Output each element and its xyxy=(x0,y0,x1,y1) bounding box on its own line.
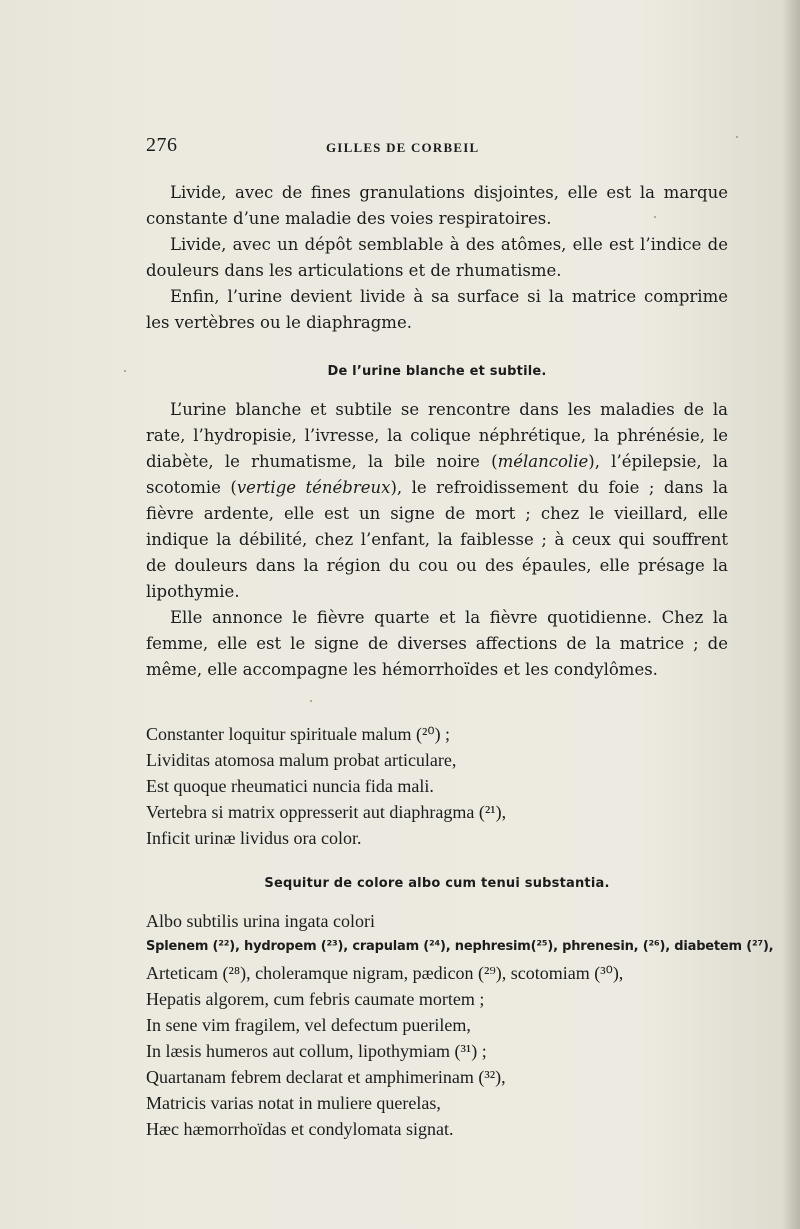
paragraph-livide-granulations: Livide, avec de fines granulations disjointes, elle est la marque constante d’une maladie des voies respiratoires. xyxy=(146,183,728,228)
verse-line: Vertebra si matrix oppresserit aut diaphragma (²¹), xyxy=(146,802,507,822)
verse-line: Arteticam (²⁸), choleramque nigram, pædicon (²⁹), scotomiam (³⁰), xyxy=(146,963,624,983)
verse-line-small-caps: Splenem (²²), hydropem (²³), crapulam (²⁴), nephresim(²⁵), phrenesin, (²⁶), diabetem (²⁷), xyxy=(146,939,774,954)
verse-line: Matricis varias notat in muliere querelas, xyxy=(146,1093,441,1113)
page-number: 276 xyxy=(146,134,178,156)
verse-line: In sene vim fragilem, vel defectum puerilem, xyxy=(146,1015,471,1035)
french-text-livide xyxy=(146,180,728,336)
paper-speck xyxy=(124,370,126,372)
latin-verse-albo xyxy=(146,908,774,1142)
text-fragment: ), l’épilepsie, la scotomie ( xyxy=(146,452,728,497)
page-edge-shadow xyxy=(782,0,800,1229)
verse-line: Quartanam febrem declarat et amphimerinam (³²), xyxy=(146,1067,506,1087)
page-header xyxy=(146,134,666,164)
paragraph-enfin-matrice: Enfin, l’urine devient livide à sa surface si la matrice comprime les vertèbres ou le diaphragme. xyxy=(146,287,728,332)
verse-line: Constanter loquitur spirituale malum (²⁰) ; xyxy=(146,724,451,744)
paper-speck xyxy=(736,136,738,138)
italic-melancolie: mélancolie xyxy=(497,452,589,471)
verse-line: In læsis humeros aut collum, lipothymiam (³¹) ; xyxy=(146,1041,487,1061)
verse-line: Hæc hæmorrhoïdas et condylomata signat. xyxy=(146,1119,454,1139)
paragraph-fievre-quarte: Elle annonce le fièvre quarte et la fièvre quotidienne. Chez la femme, elle est le signe de diverses affections de la matrice ; de même, elle accompagne les hémorrhoïdes et les condylômes. xyxy=(146,608,728,679)
text-fragment: ), le refroidissement du foie ; dans la fièvre ardente, elle est un signe de mort ; chez le vieillard, elle indique la débilité, chez l’enfant, la faiblesse ; à ceux qui souffrent de douleurs dans la région du cou ou des épaules, elle présage la lipothymie. xyxy=(146,478,728,601)
paragraph-livide-depot: Livide, avec un dépôt semblable à des atômes, elle est l’indice de douleurs dans les articulations et de rhumatisme. xyxy=(146,235,728,280)
paper-speck xyxy=(310,700,312,702)
verse-line: Albo subtilis urina ingata colori xyxy=(146,911,375,931)
verse-line: Est quoque rheumatici nuncia fida mali. xyxy=(146,776,434,796)
verse-line: Lividitas atomosa malum probat articulare, xyxy=(146,750,457,770)
text-fragment: L’urine blanche et subtile se rencontre dans les maladies de la rate, l’hydropisie, l’ivresse, la colique néphrétique, la phrénésie, le diabète, le rhumatisme, la bile noire ( xyxy=(146,400,728,471)
paper-speck xyxy=(654,216,656,218)
section-heading-urine-blanche: De l’urine blanche et subtile. xyxy=(327,364,547,379)
french-text-urine-blanche xyxy=(146,397,728,683)
verse-line: Hepatis algorem, cum febris caumate mortem ; xyxy=(146,989,485,1009)
italic-vertige: vertige ténébreux xyxy=(236,478,391,497)
running-title: GILLES DE CORBEIL xyxy=(326,140,480,155)
verse-line: Inficit urinæ lividus ora color. xyxy=(146,828,362,848)
paragraph-urine-blanche xyxy=(146,397,728,605)
section-heading-sequitur: Sequitur de colore albo cum tenui substantia. xyxy=(264,876,610,891)
latin-verse-lividitas xyxy=(146,721,746,851)
